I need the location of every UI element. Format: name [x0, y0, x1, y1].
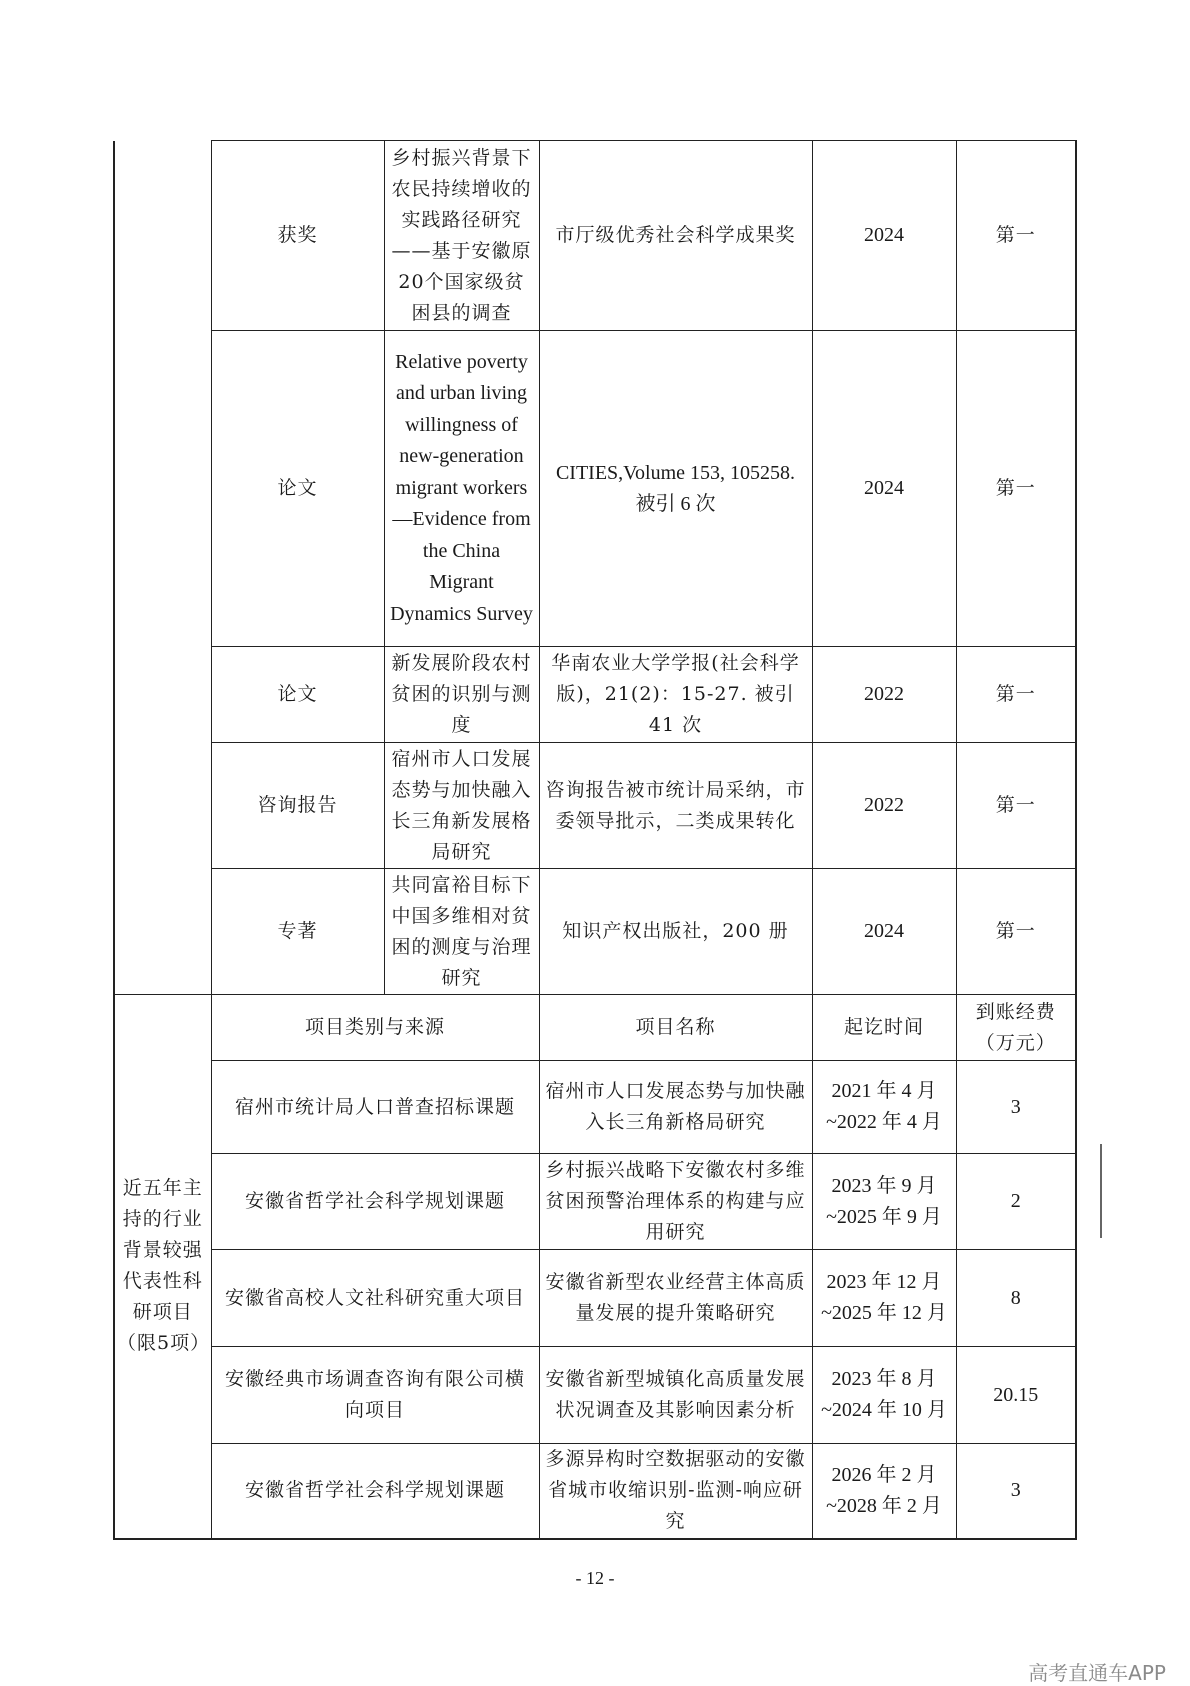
project-start: 2021 年 4 月 [831, 1080, 937, 1102]
project-period [812, 1444, 956, 1539]
achievement-type: 论文 [211, 331, 384, 647]
watermark: 高考直通车APP [1028, 1661, 1166, 1685]
achievement-type: 论文 [211, 647, 384, 743]
achievement-title: 新发展阶段农村贫困的识别与测度 [384, 647, 539, 743]
table-row [114, 1154, 1076, 1250]
table-row [114, 1444, 1076, 1539]
table-header-row [114, 995, 1076, 1061]
project-name: 乡村振兴战略下安徽农村多维贫困预警治理体系的构建与应用研究 [539, 1154, 812, 1250]
project-name: 安徽省新型城镇化高质量发展状况调查及其影响因素分析 [539, 1347, 812, 1444]
project-funding: 8 [956, 1250, 1076, 1347]
project-period [812, 1061, 956, 1154]
project-funding: 2 [956, 1154, 1076, 1250]
header-period: 起讫时间 [812, 995, 956, 1061]
achievement-year: 2024 [812, 141, 956, 331]
scan-artifact-line [1100, 1144, 1102, 1238]
table-row [114, 141, 1076, 331]
project-end: ~2025 年 9 月 [826, 1205, 942, 1228]
project-end: ~2022 年 4 月 [826, 1111, 942, 1133]
achievement-venue: 华南农业大学学报(社会科学版)，21(2)：15-27. 被引 41 次 [539, 647, 812, 743]
project-funding: 3 [956, 1061, 1076, 1154]
project-end: ~2028 年 2 月 [826, 1494, 942, 1517]
achievement-year: 2024 [812, 331, 956, 647]
achievement-title: 宿州市人口发展态势与加快融入长三角新发展格局研究 [384, 743, 539, 869]
project-funding: 20.15 [956, 1347, 1076, 1444]
header-funding: 到账经费（万元） [956, 995, 1076, 1061]
table-row [114, 1347, 1076, 1444]
project-name: 多源异构时空数据驱动的安徽省城市收缩识别-监测-响应研究 [539, 1444, 812, 1539]
achievement-title: 共同富裕目标下中国多维相对贫困的测度与治理研究 [384, 869, 539, 995]
achievement-venue: 咨询报告被市统计局采纳，市委领导批示，二类成果转化 [539, 743, 812, 869]
project-source: 宿州市统计局人口普查招标课题 [211, 1061, 539, 1154]
achievement-type: 咨询报告 [211, 743, 384, 869]
achievement-venue: 知识产权出版社，200 册 [539, 869, 812, 995]
project-source: 安徽省哲学社会科学规划课题 [211, 1444, 539, 1539]
achievement-year: 2024 [812, 869, 956, 995]
table-row [114, 647, 1076, 743]
project-source: 安徽省高校人文社科研究重大项目 [211, 1250, 539, 1347]
project-source: 安徽经典市场调查咨询有限公司横向项目 [211, 1347, 539, 1444]
achievement-year: 2022 [812, 647, 956, 743]
table-row [114, 331, 1076, 647]
table-row [114, 1250, 1076, 1347]
achievements-table [113, 140, 1077, 995]
achievement-year: 2022 [812, 743, 956, 869]
achievement-rank: 第一 [956, 647, 1076, 743]
project-period [812, 1250, 956, 1347]
project-start: 2026 年 2 月 [831, 1463, 937, 1486]
project-name: 宿州市人口发展态势与加快融入长三角新格局研究 [539, 1061, 812, 1154]
project-period [812, 1154, 956, 1250]
achievement-rank: 第一 [956, 331, 1076, 647]
table-row [114, 869, 1076, 995]
achievement-type: 专著 [211, 869, 384, 995]
project-start: 2023 年 12 月 [826, 1271, 942, 1293]
project-source: 安徽省哲学社会科学规划课题 [211, 1154, 539, 1250]
achievement-title: 乡村振兴背景下农民持续增收的实践路径研究——基于安徽原20个国家级贫困县的调查 [384, 141, 539, 331]
achievement-rank: 第一 [956, 141, 1076, 331]
achievement-title: Relative poverty and urban living willingness of new-generation migrant workers—Evidence from the China Migrant Dynamics Survey [384, 331, 539, 647]
achievement-venue: 市厅级优秀社会科学成果奖 [539, 141, 812, 331]
project-funding: 3 [956, 1444, 1076, 1539]
achievement-venue: CITIES,Volume 153, 105258. 被引 6 次 [539, 331, 812, 647]
project-start: 2023 年 9 月 [831, 1174, 937, 1197]
project-end: ~2025 年 12 月 [821, 1302, 947, 1324]
achievement-type: 获奖 [211, 141, 384, 331]
project-period [812, 1347, 956, 1444]
achievement-rank: 第一 [956, 869, 1076, 995]
projects-section-label: 近五年主持的行业背景较强代表性科研项目（限5项） [114, 995, 211, 1539]
projects-table [113, 994, 1077, 1540]
header-source: 项目类别与来源 [211, 995, 539, 1061]
header-name: 项目名称 [539, 995, 812, 1061]
project-start: 2023 年 8 月 [831, 1368, 937, 1390]
table-row [114, 1061, 1076, 1154]
project-end: ~2024 年 10 月 [821, 1399, 947, 1421]
table-row [114, 743, 1076, 869]
project-name: 安徽省新型农业经营主体高质量发展的提升策略研究 [539, 1250, 812, 1347]
blank-section-cell [114, 141, 211, 995]
achievement-rank: 第一 [956, 743, 1076, 869]
page-number: - 12 - [575, 1568, 615, 1588]
